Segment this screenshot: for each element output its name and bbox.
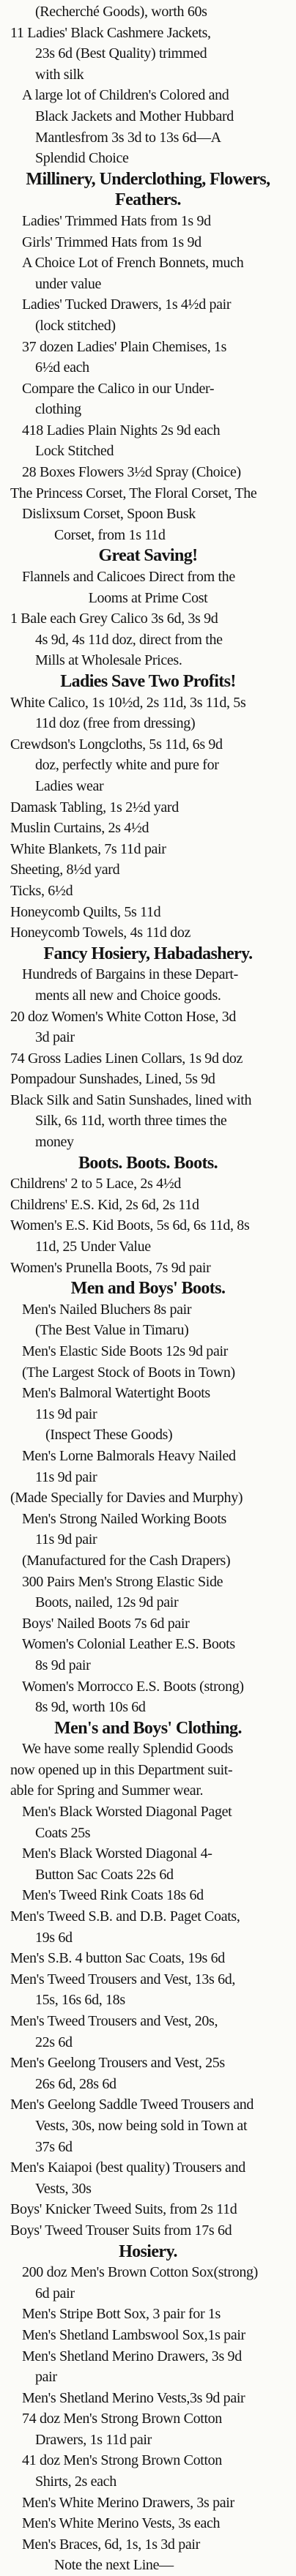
text-line: Note the next Line— — [54, 2557, 174, 2574]
section-heading: Boots. Boots. Boots. — [78, 1153, 218, 1173]
text-line: 11s 9d pair — [35, 1405, 97, 1422]
text-line: under value — [35, 275, 101, 292]
text-line: Honeycomb Towels, 4s 11d doz — [10, 925, 190, 941]
text-line: Boys' Knicker Tweed Suits, from 2s 11d — [10, 2201, 237, 2218]
text-line: White Blankets, 7s 11d pair — [10, 840, 166, 857]
text-line: (The Largest Stock of Boots in Town) — [22, 1364, 235, 1381]
text-line: Hundreds of Bargains in these Depart- — [22, 966, 238, 983]
text-line: 19s 6d — [35, 1929, 73, 1946]
text-line: Men's Shetland Merino Drawers, 3s 9d — [22, 2348, 242, 2364]
text-line: 28 Boxes Flowers 3½d Spray (Choice) — [22, 464, 241, 481]
text-line: (Recherché Goods), worth 60s — [35, 4, 207, 20]
text-line: Mills at Wholesale Prices. — [35, 652, 182, 669]
text-line: 6d pair — [35, 2285, 75, 2301]
section-heading: Fancy Hosiery, Habadashery. — [43, 944, 253, 963]
text-line: Men's Shetland Merino Vests,3s 9d pair — [22, 2389, 245, 2406]
text-line: Girls' Trimmed Hats from 1s 9d — [22, 234, 201, 250]
text-line: (Manufactured for the Cash Drapers) — [22, 1552, 231, 1569]
text-line: Men's Braces, 6d, 1s, 1s 3d pair — [22, 2536, 200, 2553]
text-line: 37s 6d — [35, 2138, 73, 2155]
text-line: 23s 6d (Best Quality) trimmed — [35, 45, 207, 62]
text-line: Black Jackets and Mother Hubbard — [35, 108, 234, 124]
text-line: Splendid Choice — [35, 150, 129, 167]
text-line: 11d, 25 Under Value — [35, 1239, 151, 1255]
text-line: 74 Gross Ladies Linen Collars, 1s 9d doz — [10, 1050, 243, 1067]
text-line: Button Sac Coats 22s 6d — [35, 1866, 174, 1883]
text-line: Damask Tabling, 1s 2½d yard — [10, 799, 179, 815]
text-line: 11 Ladies' Black Cashmere Jackets, — [10, 24, 211, 41]
text-line: Men's Lorne Balmorals Heavy Nailed — [22, 1447, 236, 1464]
section-heading: Men and Boys' Boots. — [70, 1279, 226, 1299]
text-line: Men's Strong Nailed Working Boots — [22, 1510, 226, 1527]
text-line: Men's Stripe Bott Sox, 3 pair for 1s — [22, 2306, 221, 2323]
text-line: ments all new and Choice goods. — [35, 987, 221, 1004]
text-line: Crewdson's Longcloths, 5s 11d, 6s 9d — [10, 736, 223, 753]
text-line: doz, perfectly white and pure for — [35, 757, 219, 774]
text-line: Ladies' Trimmed Hats from 1s 9d — [22, 212, 211, 229]
text-line: 37 dozen Ladies' Plain Chemises, 1s — [22, 338, 227, 355]
text-line: Men's White Merino Vests, 3s each — [22, 2515, 221, 2532]
text-line: 8s 9d, worth 10s 6d — [35, 1699, 146, 1716]
text-line: (Made Specially for Davies and Murphy) — [10, 1490, 243, 1507]
text-line: 4s 9d, 4s 11d doz, direct from the — [35, 631, 223, 648]
text-line: Men's Tweed Trousers and Vest, 20s, — [10, 2013, 218, 2029]
text-line: Ladies wear — [35, 777, 104, 794]
section-heading: Hosiery. — [119, 2241, 177, 2261]
text-line: 6½d each — [35, 359, 89, 376]
text-line: (lock stitched) — [35, 317, 116, 334]
text-line: Compare the Calico in our Under- — [22, 380, 215, 397]
text-line: We have some really Splendid Goods — [22, 1741, 234, 1758]
text-line: Looms at Prime Cost — [88, 589, 208, 606]
text-line: A Choice Lot of French Bonnets, much — [22, 255, 244, 272]
text-line: 200 doz Men's Brown Cotton Sox(strong) — [22, 2264, 258, 2281]
text-line: Men's Shetland Lambswool Sox,1s pair — [22, 2326, 245, 2343]
text-line: Men's Tweed Rink Coats 18s 6d — [22, 1887, 204, 1904]
text-line: Women's E.S. Kid Boots, 5s 6d, 6s 11d, 8s — [10, 1217, 250, 1234]
text-line: Drawers, 1s 11d pair — [35, 2431, 152, 2448]
text-line: Men's Nailed Bluchers 8s pair — [22, 1301, 192, 1318]
text-line: Boys' Tweed Trouser Suits from 17s 6d — [10, 2222, 232, 2239]
text-line: White Calico, 1s 10½d, 2s 11d, 3s 11d, 5s — [10, 694, 246, 711]
text-line: Boots, nailed, 12s 9d pair — [35, 1594, 179, 1611]
text-line: Men's Balmoral Watertight Boots — [22, 1385, 210, 1402]
text-line: Vests, 30s, now being sold in Town at — [35, 2117, 248, 2134]
text-line: pair — [35, 2369, 57, 2386]
text-line: (Inspect These Goods) — [45, 1427, 173, 1444]
text-line: Shirts, 2s each — [35, 2474, 116, 2490]
text-line: Men's Tweed Trousers and Vest, 13s 6d, — [10, 1971, 236, 1987]
text-line: Men's Black Worsted Diagonal Paget — [22, 1804, 232, 1821]
text-line: 11s 9d pair — [35, 1531, 97, 1548]
text-line: Pompadour Sunshades, Lined, 5s 9d — [10, 1071, 215, 1088]
section-heading: Great Saving! — [98, 546, 198, 566]
text-line: 15s, 16s 6d, 18s — [35, 1992, 125, 2009]
section-heading: Feathers. — [115, 190, 181, 210]
text-line: Childrens' 2 to 5 Lace, 2s 4½d — [10, 1176, 182, 1192]
section-heading: Men's and Boys' Clothing. — [54, 1718, 242, 1738]
text-line: now opened up in this Department suit- — [10, 1761, 233, 1778]
text-line: Men's Geelong Saddle Tweed Trousers and — [10, 2097, 254, 2113]
text-line: Men's Elastic Side Boots 12s 9d pair — [22, 1343, 228, 1359]
text-line: A large lot of Children's Colored and — [22, 87, 229, 104]
text-line: 300 Pairs Men's Strong Elastic Side — [22, 1573, 223, 1590]
text-line: Ticks, 6½d — [10, 882, 73, 899]
text-line: Honeycomb Quilts, 5s 11d — [10, 903, 161, 920]
text-line: 3d pair — [35, 1029, 75, 1046]
section-heading: Millinery, Underclothing, Flowers, — [26, 169, 270, 189]
text-line: 41 doz Men's Strong Brown Cotton — [22, 2452, 222, 2469]
text-line: clothing — [35, 401, 81, 418]
text-line: 1 Bale each Grey Calico 3s 6d, 3s 9d — [10, 611, 218, 627]
text-line: Men's Tweed S.B. and D.B. Paget Coats, — [10, 1908, 240, 1925]
text-line: able for Spring and Summer wear. — [10, 1782, 204, 1799]
text-line: Men's S.B. 4 button Sac Coats, 19s 6d — [10, 1950, 225, 1967]
text-line: Men's Kaiapoi (best quality) Trousers and — [10, 2159, 245, 2176]
text-line: Dislixsum Corset, Spoon Busk — [22, 506, 196, 523]
text-line: (The Best Value in Timaru) — [35, 1322, 189, 1339]
text-line: Men's Geelong Trousers and Vest, 25s — [10, 2055, 225, 2072]
text-line: Coats 25s — [35, 1824, 91, 1841]
text-line: Black Silk and Satin Sunshades, lined with — [10, 1091, 252, 1108]
text-line: Vests, 30s — [35, 2180, 92, 2197]
text-line: Flannels and Calicoes Direct from the — [22, 569, 235, 586]
text-line: The Princess Corset, The Floral Corset, The — [10, 485, 257, 501]
newspaper-advertisement-column — [10, 0, 286, 2576]
text-line: Sheeting, 8½d yard — [10, 862, 120, 878]
text-line: 22s 6d — [35, 2034, 73, 2050]
text-line: 20 doz Women's White Cotton Hose, 3d — [10, 1008, 237, 1025]
text-line: Corset, from 1s 11d — [54, 526, 166, 543]
text-line: money — [35, 1134, 74, 1151]
text-line: Women's Morrocco E.S. Boots (strong) — [22, 1678, 244, 1695]
text-line: 8s 9d pair — [35, 1657, 91, 1673]
text-line: with silk — [35, 66, 84, 83]
text-line: 11d doz (free from dressing) — [35, 715, 196, 732]
text-line: Men's White Merino Drawers, 3s pair — [22, 2494, 234, 2511]
text-line: 26s 6d, 28s 6d — [35, 2075, 116, 2092]
text-line: Silk, 6s 11d, worth three times the — [35, 1113, 227, 1130]
text-line: 74 doz Men's Strong Brown Cotton — [22, 2411, 222, 2427]
text-line: 11s 9d pair — [35, 1468, 97, 1485]
text-line: Ladies' Tucked Drawers, 1s 4½d pair — [22, 296, 232, 313]
text-line: Men's Black Worsted Diagonal 4- — [22, 1845, 212, 1862]
section-heading: Ladies Save Two Profits! — [60, 672, 236, 691]
text-line: Childrens' E.S. Kid, 2s 6d, 2s 11d — [10, 1196, 199, 1213]
text-line: Boys' Nailed Boots 7s 6d pair — [22, 1615, 190, 1632]
text-line: Mantlesfrom 3s 3d to 13s 6d—A — [35, 129, 221, 146]
text-line: Women's Colonial Leather E.S. Boots — [22, 1636, 235, 1653]
text-line: Muslin Curtains, 2s 4½d — [10, 820, 149, 837]
text-line: Women's Prunella Boots, 7s 9d pair — [10, 1259, 211, 1276]
text-line: 418 Ladies Plain Nights 2s 9d each — [22, 422, 221, 438]
text-line: Lock Stitched — [35, 443, 114, 460]
